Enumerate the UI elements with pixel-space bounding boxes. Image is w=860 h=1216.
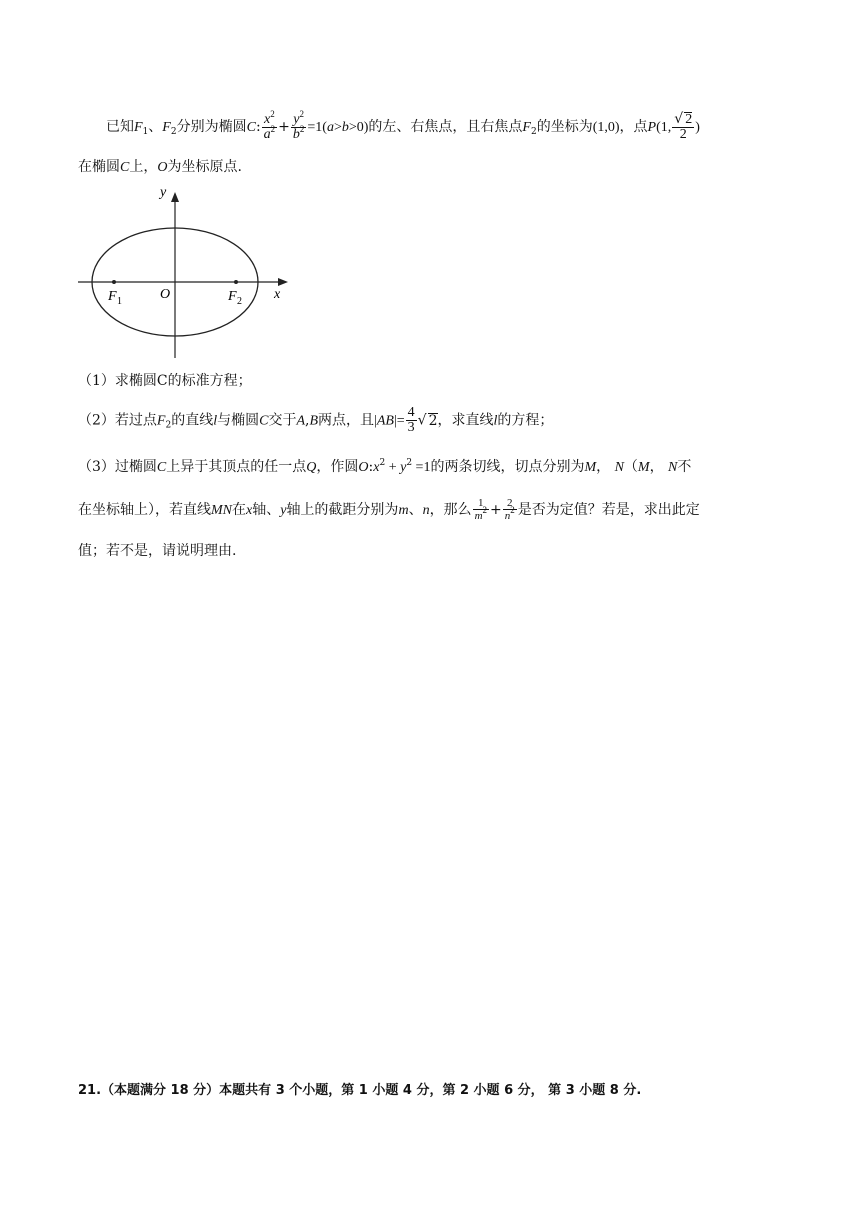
intro-text: 在椭圆 [78, 159, 120, 175]
q3-text: （ [623, 459, 638, 475]
fraction-sqrt2-2: $\frac{√ 2}{2}$ [674, 111, 693, 142]
intro-text: ，点 [619, 119, 648, 135]
q3-text: ，那么 [429, 502, 472, 518]
q2-text: 的直线 [171, 412, 214, 429]
q3-text: ， [649, 459, 664, 475]
y-axis-arrow [171, 192, 179, 202]
q3-text: 轴、 [252, 502, 281, 518]
y-axis-label: y [160, 186, 167, 200]
q2-text: 两点，且 [318, 412, 375, 429]
f1-subscript: 1 [117, 296, 122, 307]
q2-text: （2）若过点 [78, 412, 157, 429]
q3-text: ，作圆 [316, 459, 359, 475]
q3-text: ， [596, 459, 611, 475]
x-axis-arrow [278, 278, 288, 286]
q3-text: 不 [677, 459, 692, 475]
focus-f2-dot [234, 280, 238, 284]
fraction-y2-b2: $\frac{y^2}{b^2}$ [292, 108, 305, 142]
intro-text: 的左、右焦点，且右焦点 [368, 119, 523, 135]
q3-text: 在 [232, 502, 246, 518]
q3-text: 是否为定值？若是，求出此定 [517, 502, 700, 518]
q3-text: 、 [408, 502, 423, 518]
x-axis-label: x [274, 287, 281, 302]
q2-text: 的方程； [497, 412, 554, 429]
q2-text: 与椭圆 [217, 412, 260, 429]
focus-coordinate: (1,0) [592, 120, 620, 135]
f1-label: F [108, 289, 117, 304]
question-3-line-3: 值；若不是，请说明理由. [78, 543, 237, 559]
q3-text: （3）过椭圆 [78, 459, 157, 475]
focus-f1-dot [112, 280, 116, 284]
q3-text: 轴上的截距分别为 [286, 502, 399, 518]
ellipse-figure [76, 186, 306, 362]
next-problem-heading: 21.（本题满分 18 分）本题共有 3 个小题，第 1 小题 4 分，第 2 小题 6 分， 第 3 小题 8 分. [78, 1083, 642, 1098]
f2-label: F [228, 289, 237, 304]
q3-text: 上异于其顶点的任一点 [166, 459, 307, 475]
fraction-x2-a2: $\frac{x^2}{a^2}$ [263, 108, 276, 142]
q2-text: 交于 [268, 412, 297, 429]
intro-text: 的坐标为 [536, 119, 593, 135]
question-1: （1）求椭圆C的标准方程； [78, 373, 252, 389]
fraction-1-m2: $\frac{1}{m^2}$ [474, 497, 488, 522]
q2-text: ，求直线 [437, 412, 494, 429]
intro-text: 已知 [106, 119, 134, 135]
problem-intro-line-1: 已知$F_1$、$F_2$分别为椭圆C: $\frac{x^2}{a^2}$ + $\frac{y^2}{b^2}$ =1(a>b>0)的左、右焦点，且右焦点$F_2$的坐标为(1,0)，点P(1, $\frac{√ 2}{2}$ ) [106, 108, 700, 142]
question-3-line-2: 在坐标轴上），若直线MN在x轴、y轴上的截距分别为m、n，那么 $\frac{1}{m^2}$ + $\frac{2}{n^2}$ 是否为定值？若是，求出此定 [78, 497, 700, 522]
fraction-4-3: $\frac{4}{3}$ [407, 405, 415, 435]
intro-text: 上， [129, 159, 158, 175]
origin-label: O [160, 287, 171, 302]
intro-text: 分别为椭圆 [176, 119, 247, 135]
question-2: （2）若过点$F_2$的直线l与椭圆C交于A,B两点，且|AB|= $\frac{4}{3}$ √ 2，求直线l的方程； [78, 405, 554, 435]
problem-intro-line-2: 在椭圆C上，O为坐标原点. [78, 159, 242, 175]
q3-text: 的两条切线，切点分别为 [430, 459, 585, 475]
fraction-2-n2: $\frac{2}{n^2}$ [504, 497, 515, 522]
f2-subscript: 2 [237, 296, 242, 307]
question-3-line-1: （3）过椭圆C上异于其顶点的任一点Q，作圆$O:x^2 + y^2 =1$的两条切线，切点分别为M， N（M， N不 [78, 458, 692, 475]
intro-text: 为坐标原点. [167, 159, 242, 175]
q3-text: 在坐标轴上），若直线 [78, 502, 211, 518]
